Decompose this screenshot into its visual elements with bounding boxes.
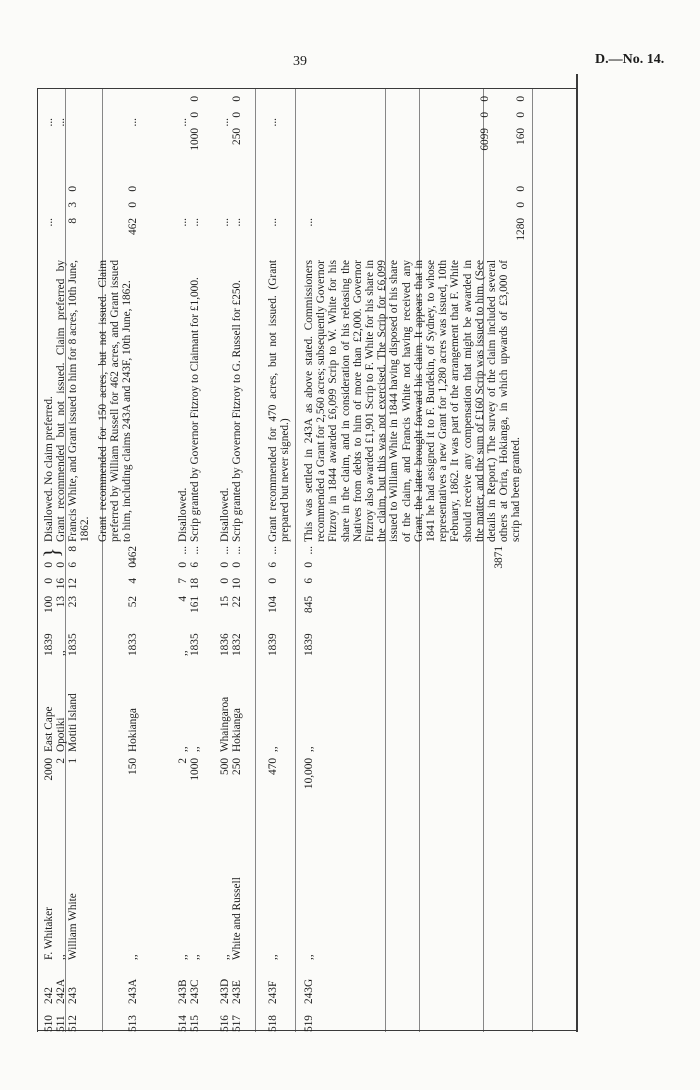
date: 1833	[127, 633, 139, 656]
claim-number: 243G	[303, 978, 315, 1004]
granted-shillings: 0	[189, 112, 201, 118]
consideration-shillings: 0	[267, 578, 279, 584]
claim-number: 243A	[127, 978, 139, 1004]
row-number: 516	[219, 1015, 231, 1032]
place: ,,	[177, 746, 189, 752]
claimant: ,,	[55, 954, 67, 960]
consideration-shillings: 16	[55, 578, 67, 590]
consideration-pence: 0	[303, 562, 315, 568]
granted-pounds: ...	[177, 118, 189, 127]
claimant: ,,	[127, 954, 139, 960]
claim-number: 243	[67, 987, 79, 1004]
consideration-pence: 0	[231, 562, 243, 568]
consideration-pence: 6	[67, 562, 79, 568]
scrip-shillings: 0	[515, 202, 527, 208]
row-number: 511	[55, 1015, 67, 1032]
consideration-pence: 0	[177, 562, 189, 568]
scrip-pounds: ...	[43, 218, 55, 227]
place: ,,	[267, 746, 279, 752]
granted-pence: 0	[231, 96, 243, 102]
granted-pence: 0	[189, 96, 201, 102]
consideration-pounds: 104	[267, 596, 279, 613]
area: 1000	[189, 758, 201, 781]
consideration-pounds: 845	[303, 596, 315, 613]
area: 1	[67, 758, 79, 764]
remarks: Grant recommended for 150 acres, but not issued. Claim preferred by William Russell for 462 acres, and Grant issued to him, including claims 243A and 243F, 10th June, 1862.	[97, 260, 134, 542]
consideration-pounds: 52	[127, 596, 139, 608]
claim-number: 242	[43, 987, 55, 1004]
area: 150	[127, 758, 139, 775]
row-number: 518	[267, 1015, 279, 1032]
claimant: ,,	[267, 954, 279, 960]
scrip-pounds-secondary: 1280	[515, 218, 527, 241]
consideration-shillings: 12	[67, 578, 79, 590]
remarks: Grant recommended but not issued. Claim preferred by Francis White, and Grant issued to him for 8 acres, 10th June, 1862.	[55, 260, 92, 542]
page-number: 39	[293, 54, 307, 69]
consideration-shillings: 10	[231, 578, 243, 590]
recommended-acres: ...	[177, 546, 189, 555]
scrip-shillings: 0	[127, 202, 139, 208]
granted-pence: 0	[479, 96, 491, 102]
claim-number: 242A	[55, 978, 67, 1004]
place: East Cape	[43, 706, 55, 752]
claimant: ,,	[189, 954, 201, 960]
consideration-pounds: 13	[55, 596, 67, 608]
scrip-pounds: ...	[267, 218, 279, 227]
row-number: 514	[177, 1015, 189, 1032]
row-number: 512	[67, 1015, 79, 1032]
row-brace: }	[39, 547, 64, 558]
scrip-pence: 0	[515, 186, 527, 192]
claimant: ,,	[219, 954, 231, 960]
consideration-shillings: 7	[177, 578, 189, 584]
scrip-pence: 0	[67, 186, 79, 192]
recommended-acres: 462	[127, 546, 139, 563]
claimant: White and Russell	[231, 877, 243, 960]
granted-pounds: ...	[267, 118, 279, 127]
granted-pounds: ...	[219, 118, 231, 127]
row-number: 519	[303, 1015, 315, 1032]
date: ,,	[177, 650, 189, 656]
place: Whaingaroa	[219, 696, 231, 752]
date: 1832	[231, 633, 243, 656]
rotated-table	[37, 88, 577, 1034]
date: 1836	[219, 633, 231, 656]
row-number: 510	[43, 1015, 55, 1032]
granted-shillings-secondary: 0	[515, 112, 527, 118]
date: 1839	[43, 633, 55, 656]
remarks: This was settled in 243A as above stated. Commissioners recommended a Grant for 2,560 acres; subsequently Governor Fitzroy in 1844 awarded £6,099 Scrip to W. White for his share in the claim, and in consideration of his releasing the Natives from debts to him of more than £2,000. Governor Fitzroy also awarded £1,901 Scrip to F. White for his share in the claim, but this was not exercised. The Scrip for £6,099 issued to William White in 1844 having disposed of his share of the claim, and Francis White not having received any Grant, the latter brought forward his claim. It appears that in 1841 he had assigned it to F. Burdekin, of Sydney, to whose representatives a new Grant for 1,280 acres was issued, 10th February, 1862. It was part of the arrangement that F. White should receive any compensation that might be awarded in the matter, and the sum of £160 Scrip was issued to him. (See details in Report.) The survey of the claim included several others at Orira, Hokianga, in which upwards of £3,000 of scrip had been granted.	[303, 260, 523, 542]
place: Hokianga	[231, 708, 243, 752]
date: 1835	[67, 633, 79, 656]
scrip-pounds: 462	[127, 218, 139, 235]
scrip-pounds: ...	[303, 218, 315, 227]
recommended-acres: ...	[231, 546, 243, 555]
granted-shillings: 0	[479, 112, 491, 118]
consideration-pounds: 100	[43, 596, 55, 613]
consideration-pence: 0	[219, 562, 231, 568]
recommended-acres: ...	[303, 546, 315, 555]
date: 1835	[189, 633, 201, 656]
recommended-acres: ...	[219, 546, 231, 555]
consideration-pounds: 22	[231, 596, 243, 608]
recommended-acres: ...	[189, 546, 201, 555]
claimant: William White	[67, 893, 79, 960]
granted-pounds: ...	[127, 118, 139, 127]
granted-pence-secondary: 0	[515, 96, 527, 102]
consideration-pounds: 161	[189, 596, 201, 613]
consideration-pounds: 15	[219, 596, 231, 608]
row-number: 517	[231, 1015, 243, 1032]
scrip-pounds: ...	[189, 218, 201, 227]
consideration-pence: 0	[127, 562, 139, 568]
granted-shillings: 0	[231, 112, 243, 118]
date: ,,	[55, 650, 67, 656]
consideration-pence: 0	[55, 562, 67, 568]
consideration-shillings: 0	[43, 578, 55, 584]
remarks: Disallowed.	[219, 487, 231, 542]
consideration-pence: 6	[189, 562, 201, 568]
consideration-shillings: 6	[303, 578, 315, 584]
claim-number: 243F	[267, 980, 279, 1004]
scrip-pounds: 8	[67, 218, 79, 224]
granted-pounds-secondary: 160	[515, 128, 527, 145]
claim-number: 243D	[219, 978, 231, 1004]
granted-pounds: 1000	[189, 128, 201, 151]
scrip-pounds: ...	[231, 218, 243, 227]
remarks: Disallowed. No claim preferred.	[43, 396, 55, 542]
scrip-shillings: 3	[67, 202, 79, 208]
place: Motiti Island	[67, 693, 79, 752]
scrip-pounds: ...	[219, 218, 231, 227]
consideration-pounds: 23	[67, 596, 79, 608]
scrip-pounds: ...	[177, 218, 189, 227]
scrip-pence: 0	[127, 186, 139, 192]
granted-pounds: ...	[55, 118, 67, 127]
claimant: F. Whitaker	[43, 907, 55, 960]
recommended-acres: 8	[67, 546, 79, 552]
place: Opotiki	[55, 717, 67, 752]
consideration-shillings: 0	[219, 578, 231, 584]
remarks: Scrip granted by Governor Fitzroy to Claimant for £1,000.	[189, 277, 201, 542]
place: ,,	[303, 746, 315, 752]
area: 250	[231, 758, 243, 775]
remarks: Grant recommended for 470 acres, but not issued. (Grant prepared but never signed.)	[267, 260, 292, 542]
area: 2	[177, 758, 189, 764]
area: 2000	[43, 758, 55, 781]
recommended-acres: ...	[267, 546, 279, 555]
claim-number: 243C	[189, 979, 201, 1004]
claim-number: 243B	[177, 979, 189, 1004]
place: Hokianga	[127, 708, 139, 752]
consideration-pounds: 4	[177, 596, 189, 602]
granted-pounds: ...	[43, 118, 55, 127]
claim-number: 243E	[231, 980, 243, 1004]
claimant: ,,	[303, 954, 315, 960]
consideration-pence: 0	[43, 562, 55, 568]
area: 2	[55, 758, 67, 764]
consideration-shillings: 18	[189, 578, 201, 590]
granted-pounds: 6099	[479, 128, 491, 151]
consideration-shillings: 4	[127, 578, 139, 584]
recommended-acres-secondary: 3871	[493, 546, 505, 569]
area: 470	[267, 758, 279, 775]
claimant: ,,	[177, 954, 189, 960]
row-number: 513	[127, 1015, 139, 1032]
consideration-pence: 6	[267, 562, 279, 568]
series-label: D.—No. 14.	[595, 52, 665, 67]
row-number: 515	[189, 1015, 201, 1032]
granted-pounds: 250	[231, 128, 243, 145]
area: 500	[219, 758, 231, 775]
date: 1839	[303, 633, 315, 656]
place: ,,	[189, 746, 201, 752]
remarks: Disallowed.	[177, 487, 189, 542]
date: 1839	[267, 633, 279, 656]
remarks: Scrip granted by Governor Fitzroy to G. Russell for £250.	[231, 280, 243, 542]
area: 10,000	[303, 758, 315, 790]
